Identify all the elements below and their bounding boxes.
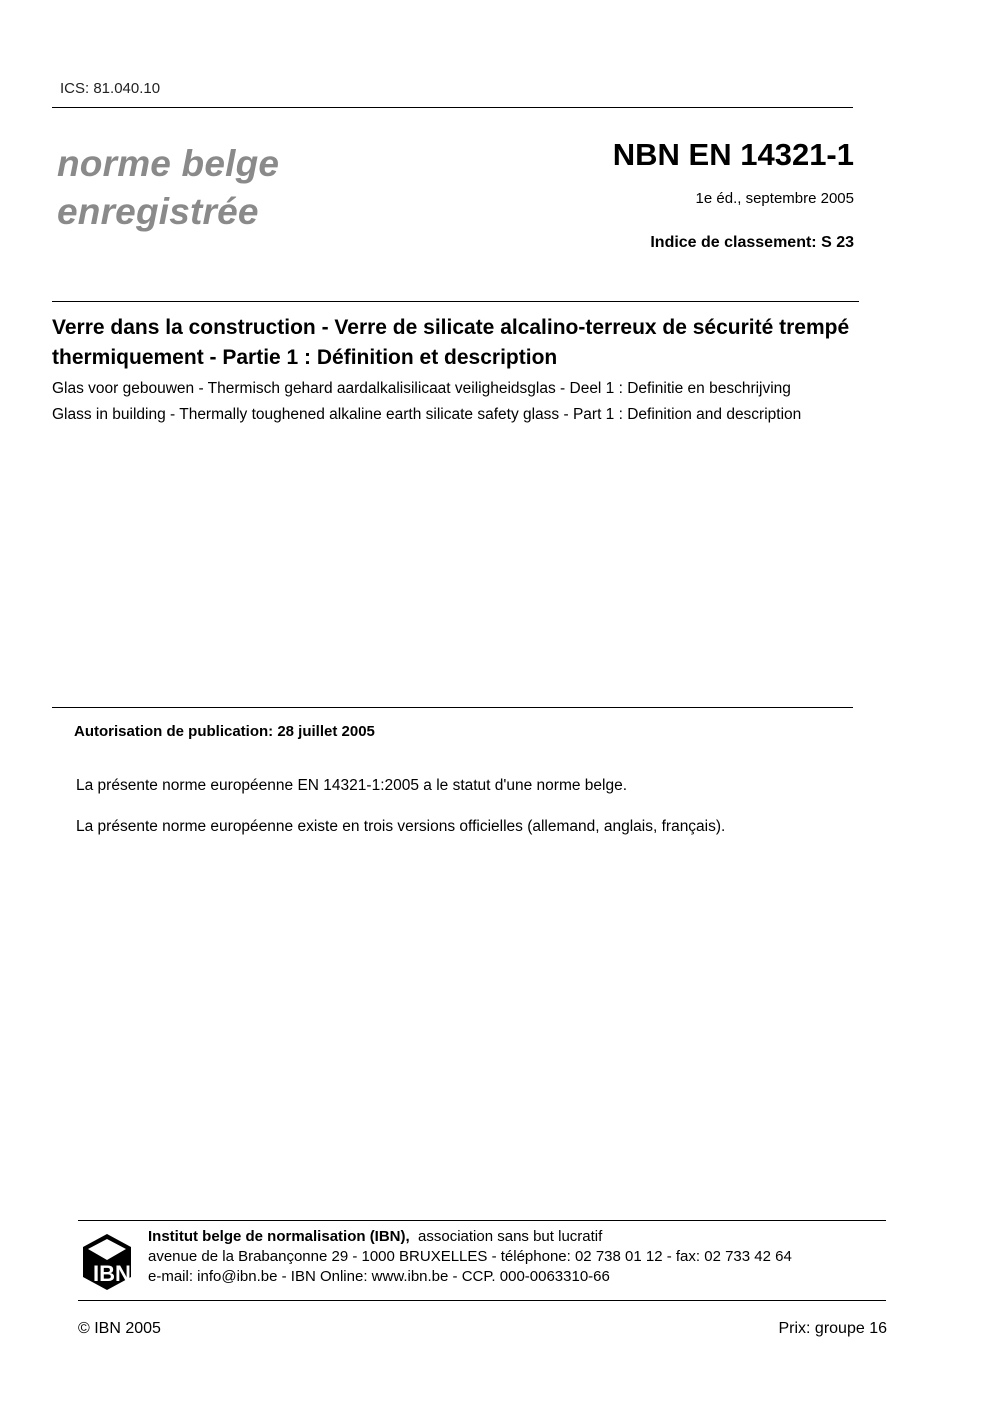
- title-divider: [52, 301, 859, 302]
- footer-top-divider: [78, 1220, 886, 1221]
- institute-line: [148, 1228, 602, 1245]
- title-dutch: Glas voor gebouwen - Thermisch gehard aardalkalisilicaat veiligheidsglas - Deel 1 : Definitie en beschrijving: [52, 380, 791, 397]
- title-french: Verre dans la construction - Verre de silicate alcalino-terreux de sécurité trempé thermiquement - Partie 1 : Définition et description: [52, 316, 850, 369]
- classification-index: Indice de classement: S 23: [650, 234, 854, 251]
- brand-line-1: norme belge: [57, 143, 280, 184]
- logo-letters: IBN: [93, 1261, 131, 1286]
- institute-name: Institut belge de normalisation (IBN),: [148, 1228, 410, 1245]
- brand-line-2: enregistrée: [57, 191, 259, 232]
- publication-authorisation: Autorisation de publication: 28 juillet 2005: [74, 723, 375, 740]
- edition-date: 1e éd., septembre 2005: [695, 190, 854, 207]
- ibn-logo-icon: [82, 1233, 132, 1291]
- versions-paragraph: La présente norme européenne existe en trois versions officielles (allemand, anglais, français).: [76, 818, 726, 835]
- standard-number: NBN EN 14321-1: [612, 137, 854, 172]
- brand-title: [57, 140, 279, 236]
- footer-bottom-divider: [78, 1300, 886, 1301]
- institute-contact: e-mail: info@ibn.be - IBN Online: www.ibn.be - CCP. 000-0063310-66: [148, 1268, 610, 1285]
- header-divider: [52, 107, 853, 108]
- institute-description: association sans but lucratif: [418, 1228, 603, 1245]
- institute-address: avenue de la Brabançonne 29 - 1000 BRUXELLES - téléphone: 02 738 01 12 - fax: 02 733 42 64: [148, 1248, 792, 1265]
- ics-code: ICS: 81.040.10: [60, 80, 161, 97]
- price-group: Prix: groupe 16: [778, 1320, 887, 1337]
- copyright: © IBN 2005: [78, 1320, 161, 1337]
- body-divider: [52, 707, 853, 708]
- status-paragraph: La présente norme européenne EN 14321-1:2005 a le statut d'une norme belge.: [76, 777, 628, 794]
- title-english: Glass in building - Thermally toughened alkaline earth silicate safety glass - Part 1 : Definition and description: [52, 406, 802, 423]
